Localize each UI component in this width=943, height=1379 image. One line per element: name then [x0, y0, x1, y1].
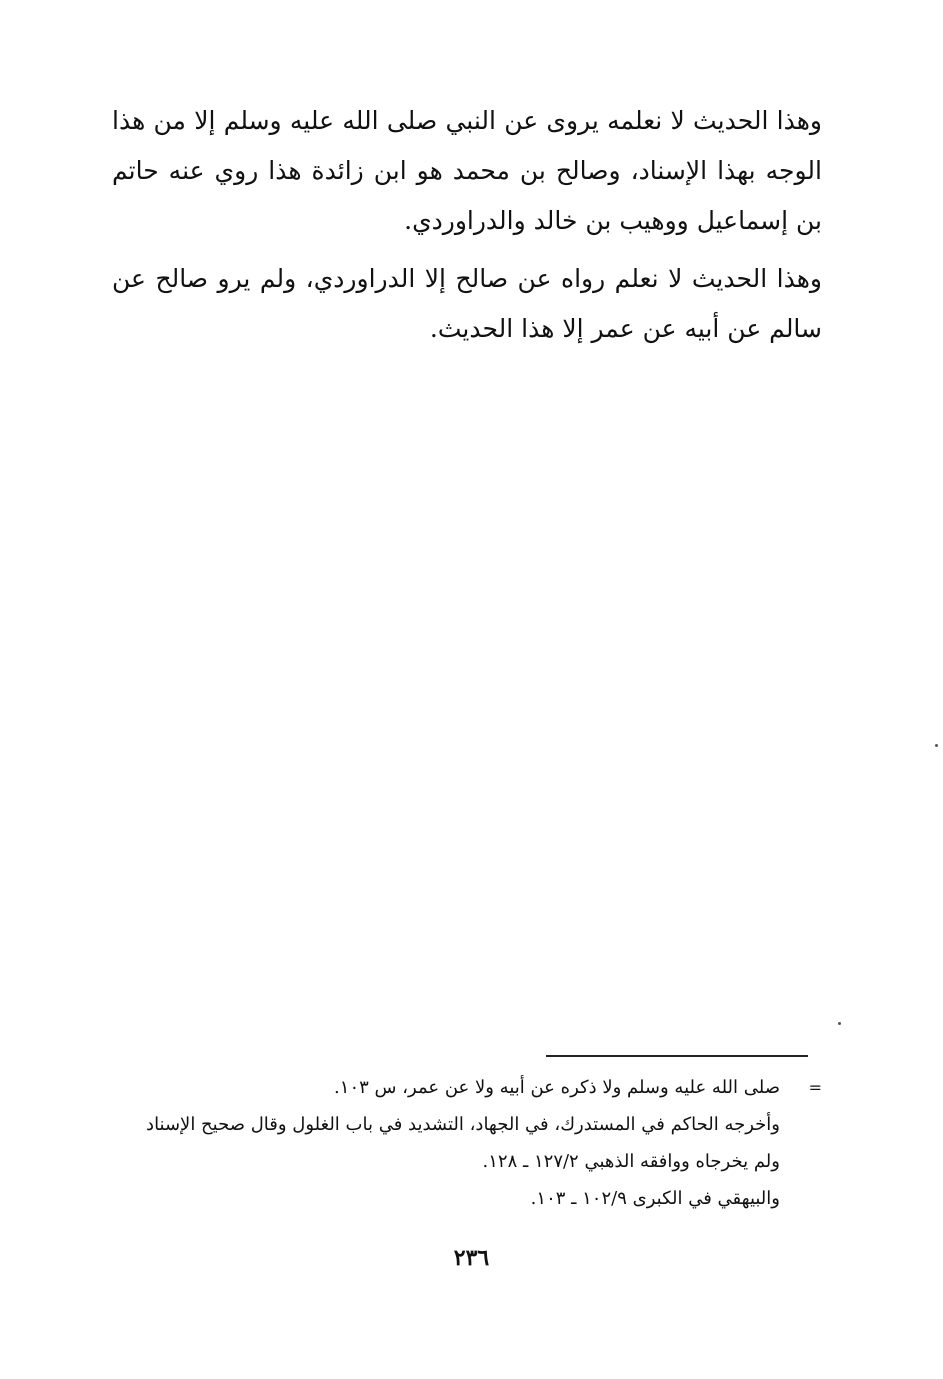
paragraph-2: وهذا الحديث لا نعلم رواه عن صالح إلا الدراوردي، ولم يرو صالح عن سالم عن أبيه عن عمر إلا هذا الحديث.: [112, 264, 822, 343]
page-number: ٢٣٦: [453, 1245, 490, 1271]
footnotes: [112, 1069, 822, 1217]
footnote-line: [112, 1180, 822, 1217]
footnote-text: وأخرجه الحاكم في المستدرك، في الجهاد، التشديد في باب الغلول وقال صحيح الإسناد: [146, 1114, 780, 1135]
scan-speck: [935, 744, 938, 747]
footnote-continuation-mark: =: [808, 1078, 822, 1097]
footnote-line: [112, 1143, 822, 1180]
footnote-line: [112, 1106, 822, 1143]
footnote-line: [112, 1069, 822, 1106]
paragraph-1: وهذا الحديث لا نعلمه يروى عن النبي صلى الله عليه وسلم إلا من هذا الوجه بهذا الإسناد، وصالح بن محمد هو ابن زائدة هذا روي عنه حاتم بن إسماعيل ووهيب بن خالد والدراوردي.: [112, 106, 822, 235]
main-text-body: [112, 96, 822, 362]
footnote-text: والبيهقي في الكبرى ١٠٢/٩ ـ ١٠٣.: [530, 1188, 780, 1209]
footnote-text: ولم يخرجاه ووافقه الذهبي ١٢٧/٢ ـ ١٢٨.: [482, 1151, 780, 1172]
footnote-separator: [546, 1055, 808, 1057]
footnote-text: صلى الله عليه وسلم ولا ذكره عن أبيه ولا عن عمر، س ١٠٣.: [334, 1077, 780, 1098]
scan-speck: [838, 1022, 841, 1025]
